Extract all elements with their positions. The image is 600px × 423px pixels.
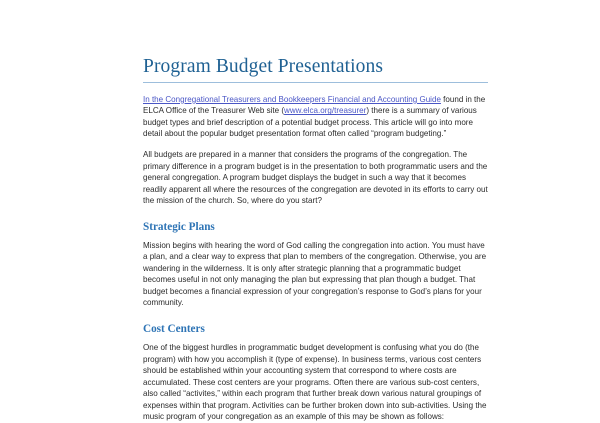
link-elca-treasurer-url[interactable]: www.elca.org/treasurer	[284, 106, 367, 116]
section-heading-cost-centers: Cost Centers	[143, 323, 205, 336]
section-body-cost-centers: One of the biggest hurdles in programmatic budget development is confusing what you do (the program) with how you accomplish it (type of expense). In business terms, various cost centers should be established within your accounting system that correspond to where costs are accumulated. These cost centers are your programs. Often there are various sub-cost centers, also called “activites,” within each program that further break down various natural groupings of expenses within that program. Activities can be further broken down into sub-activities. Using the music program of your congregation as an example of this may be shown as follows:	[143, 343, 487, 422]
section-heading-strategic-plans: Strategic Plans	[143, 220, 215, 233]
intro-text-after-url: ) there is a summary of various budget types and brief description of a potential budget process. This article will go into more detail about the popular budget presentation format often called “program budgeting.”	[143, 106, 477, 139]
spacer	[143, 140, 488, 149]
spacer	[143, 207, 488, 220]
document-content	[143, 56, 488, 423]
intro-paragraph	[143, 94, 488, 140]
spacer	[143, 83, 488, 94]
page-title: Program Budget Presentations	[143, 56, 384, 77]
overview-paragraph: All budgets are prepared in a manner that considers the programs of the congregation. The primary difference in a program budget is in the presentation to both programmatic users and the general congregation. A program budget displays the budget in such a way that it becomes readily apparent all where the resources of the congregation are devoted in its efforts to carry out the mission of the church. So, where do you start?	[143, 150, 488, 206]
link-accounting-guide[interactable]: In the Congregational Treasurers and Bookkeepers Financial and Accounting Guide	[143, 94, 441, 104]
section-body-strategic-plans: Mission begins with hearing the word of God calling the congregation into action. You must have a plan, and a clear way to express that plan to members of the congregation. Otherwise, you are wandering in the wilderness. It is only after strategic planning that a programmatic budget becomes useful in not only managing the plan but expressing that plan though a budget. That budget becomes a financial expression of your congregation’s response to God’s plans for your community.	[143, 240, 487, 308]
spacer	[143, 309, 488, 322]
intro-text-after-guide: found in the ELCA Office of the Treasurer Web site (	[143, 94, 486, 116]
